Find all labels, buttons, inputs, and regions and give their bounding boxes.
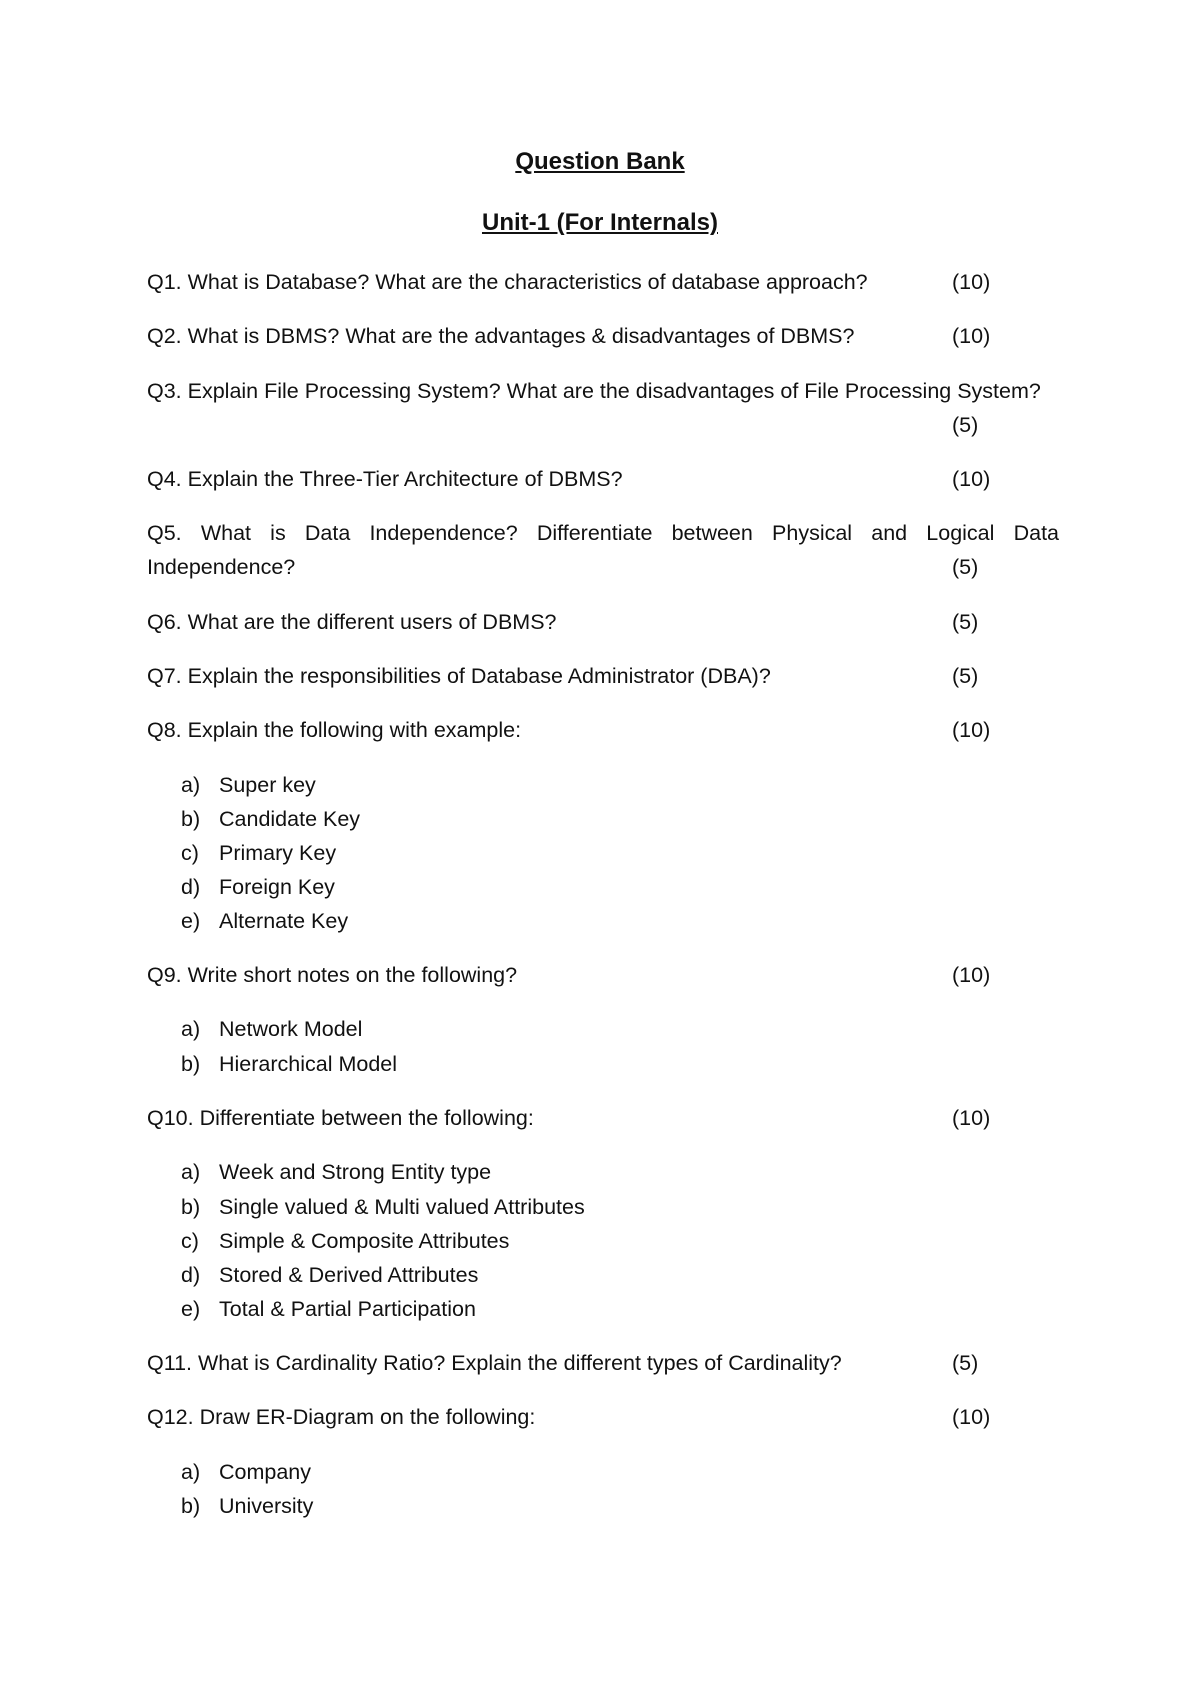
- question-5-marks: (5): [952, 555, 979, 579]
- question-7: Q7. Explain the responsibilities of Database Administrator (DBA)?: [147, 664, 771, 688]
- question-10-marks: (10): [952, 1106, 991, 1130]
- question-6: Q6. What are the different users of DBMS?: [147, 610, 557, 634]
- question-1: Q1. What is Database? What are the characteristics of database approach?: [147, 270, 868, 294]
- list-item: b) Single valued & Multi valued Attributes: [181, 1195, 585, 1219]
- question-10: Q10. Differentiate between the following:: [147, 1106, 534, 1130]
- list-item: d) Stored & Derived Attributes: [181, 1263, 479, 1287]
- list-item: a) Company: [181, 1460, 312, 1484]
- list-item: c) Primary Key: [181, 841, 337, 865]
- question-4: Q4. Explain the Three-Tier Architecture of DBMS?: [147, 467, 623, 491]
- question-12-marks: (10): [952, 1405, 991, 1429]
- list-item: b) University: [181, 1494, 314, 1518]
- list-item: a) Week and Strong Entity type: [181, 1160, 492, 1184]
- list-item: e) Total & Partial Participation: [181, 1297, 476, 1321]
- list-item: c) Simple & Composite Attributes: [181, 1229, 510, 1253]
- question-7-marks: (5): [952, 664, 979, 688]
- question-3: Q3. Explain File Processing System? What are the disadvantages of File Processing System?: [147, 379, 1041, 403]
- list-item: a) Network Model: [181, 1017, 363, 1041]
- question-4-marks: (10): [952, 467, 991, 491]
- list-item: d) Foreign Key: [181, 875, 335, 899]
- question-5: Q5. What is Data Independence? Differentiate between Physical and Logical Data Independence?: [147, 521, 1059, 579]
- list-item: b) Candidate Key: [181, 807, 361, 831]
- question-2-marks: (10): [952, 324, 991, 348]
- list-item: b) Hierarchical Model: [181, 1052, 398, 1076]
- list-item: e) Alternate Key: [181, 909, 349, 933]
- question-9: Q9. Write short notes on the following?: [147, 963, 518, 987]
- question-8: Q8. Explain the following with example:: [147, 718, 522, 742]
- question-1-marks: (10): [952, 270, 991, 294]
- question-2: Q2. What is DBMS? What are the advantages & disadvantages of DBMS?: [147, 324, 855, 348]
- question-9-marks: (10): [952, 963, 991, 987]
- page-title: Question Bank: [515, 148, 685, 175]
- question-8-marks: (10): [952, 718, 991, 742]
- question-3-marks: (5): [952, 413, 979, 437]
- question-6-marks: (5): [952, 610, 979, 634]
- question-11: Q11. What is Cardinality Ratio? Explain the different types of Cardinality?: [147, 1351, 842, 1375]
- page-subtitle: Unit-1 (For Internals): [481, 209, 718, 236]
- question-11-marks: (5): [952, 1351, 979, 1375]
- question-12: Q12. Draw ER-Diagram on the following:: [147, 1405, 536, 1429]
- list-item: a) Super key: [181, 773, 316, 797]
